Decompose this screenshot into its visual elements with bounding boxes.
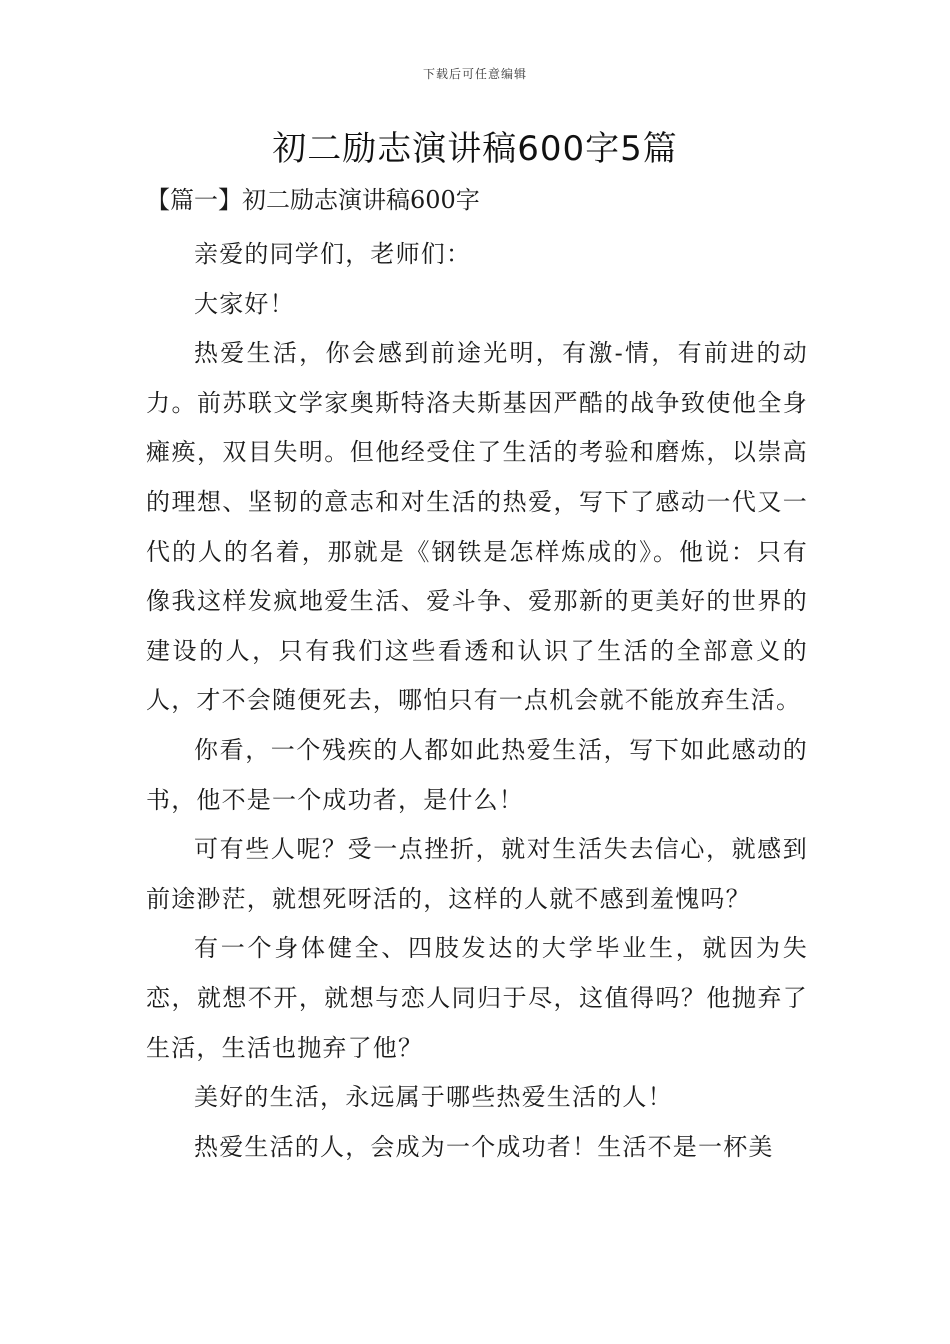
paragraph-2: 你看，一个残疾的人都如此热爱生活，写下如此感动的书，他不是一个成功者，是什么！ — [146, 735, 808, 814]
document-title: 初二励志演讲稿600字5篇 — [272, 129, 678, 169]
paragraph-greeting: 亲爱的同学们，老师们： — [194, 240, 472, 268]
paragraph-4: 有一个身体健全、四肢发达的大学毕业生，就因为失恋，就想不开，就想与恋人同归于尽，这值得吗？他抛弃了生活，生活也抛弃了他？ — [146, 934, 808, 1062]
header-note: 下载后可任意编辑 — [422, 67, 527, 81]
paragraph-1: 热爱生活，你会感到前途光明，有激-情，有前进的动力。前苏联文学家奥斯特洛夫斯基因严酷的战争致使他全身瘫痪，双目失明。但他经受住了生活的考验和磨炼，以崇高的理想、坚韧的意志和对生活的热爱，写下了感动一代又一代的人的名着，那就是《钢铁是怎样炼成的》。他说：只有像我这样发疯地爱生活、爱斗争、爱那新的更美好的世界的建设的人，只有我们这些看透和认识了生活的全部意义的人，才不会随便死去，哪怕只有一点机会就不能放弃生活。 — [146, 339, 808, 715]
paragraph-6: 热爱生活的人，会成为一个成功者！生活不是一杯美 — [194, 1132, 774, 1161]
paragraph-3: 可有些人呢？受一点挫折，就对生活失去信心，就感到前途渺茫，就想死呀活的，这样的人就不感到羞愧吗？ — [146, 835, 808, 913]
section-heading: 【篇一】初二励志演讲稿600字 — [146, 186, 480, 214]
body-text — [146, 230, 808, 1172]
paragraph-5: 美好的生活，永远属于哪些热爱生活的人！ — [194, 1083, 673, 1112]
paragraph-hello: 大家好！ — [194, 289, 295, 318]
